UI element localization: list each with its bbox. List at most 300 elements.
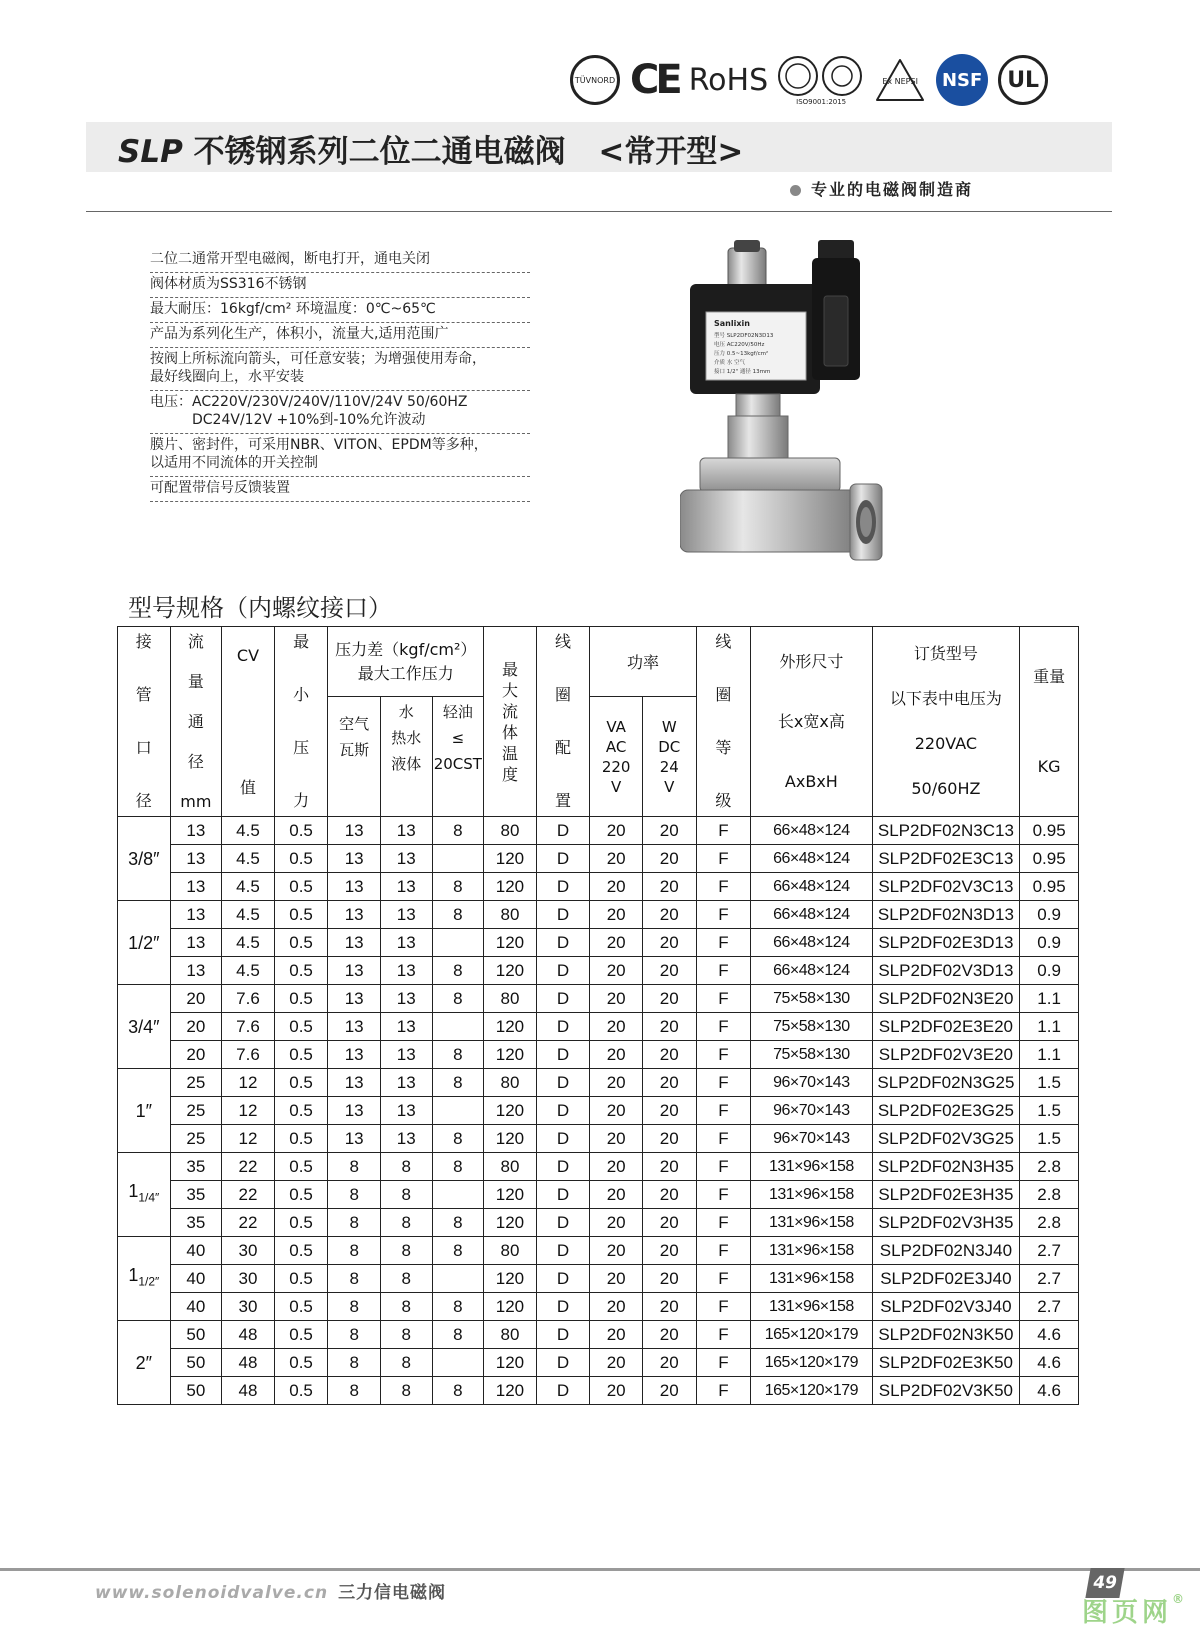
svg-text:Sanlixin: Sanlixin: [714, 319, 750, 328]
cell-va: 20: [590, 957, 643, 985]
cell-model: SLP2DF02V3E20: [872, 1041, 1020, 1069]
cell-oil: [432, 929, 484, 957]
cell-minp: 0.5: [274, 985, 328, 1013]
cell-dims: 165×120×179: [751, 1321, 872, 1349]
cell-grade: F: [696, 1349, 751, 1377]
cell-va: 20: [590, 1013, 643, 1041]
cell-oil: 8: [432, 1153, 484, 1181]
header-text: 流: [187, 631, 204, 651]
svg-text:介质 水 空气: 介质 水 空气: [714, 360, 745, 366]
cell-water: 8: [380, 1293, 432, 1321]
cell-minp: 0.5: [274, 845, 328, 873]
header-dimensions: [751, 627, 872, 817]
table-row: [118, 901, 1079, 929]
feature-list: [150, 248, 530, 502]
cell-grade: F: [696, 817, 751, 845]
cell-air: 8: [328, 1293, 381, 1321]
cell-dims: 75×58×130: [751, 985, 872, 1013]
cell-model: SLP2DF02E3J40: [872, 1265, 1020, 1293]
header-text: 水: [398, 703, 414, 721]
cell-oil: 8: [432, 1041, 484, 1069]
header-text: VA: [606, 717, 626, 736]
cell-flow: 40: [170, 1237, 222, 1265]
cell-air: 13: [328, 985, 381, 1013]
header-text: 配: [555, 738, 572, 758]
header-water: [380, 697, 432, 817]
cell-grade: F: [696, 1153, 751, 1181]
cell-air: 13: [328, 817, 381, 845]
cell-water: 13: [380, 845, 432, 873]
cell-oil: 8: [432, 1321, 484, 1349]
cell-model: SLP2DF02V3D13: [872, 957, 1020, 985]
cell-flow: 13: [170, 957, 222, 985]
cell-air: 8: [328, 1181, 381, 1209]
cell-temp: 80: [484, 1237, 537, 1265]
cell-minp: 0.5: [274, 1377, 328, 1405]
cell-minp: 0.5: [274, 1293, 328, 1321]
cell-va: 20: [590, 845, 643, 873]
cell-minp: 0.5: [274, 901, 328, 929]
svg-text:压力 0.5~13kgf/cm²: 压力 0.5~13kgf/cm²: [714, 351, 769, 357]
cell-dims: 165×120×179: [751, 1377, 872, 1405]
table-row: [118, 1041, 1079, 1069]
cell-cv: 48: [222, 1321, 275, 1349]
cell-grade: F: [696, 1237, 751, 1265]
cell-flow: 25: [170, 1125, 222, 1153]
cell-water: 13: [380, 873, 432, 901]
cell-coil: D: [536, 1097, 590, 1125]
spec-table: [117, 626, 1079, 1405]
cell-weight: 1.1: [1020, 1013, 1079, 1041]
bullet-dot-icon: [790, 185, 801, 196]
cell-model: SLP2DF02N3E20: [872, 985, 1020, 1013]
table-row: [118, 1349, 1079, 1377]
feature-item: 最大耐压：16kgf/cm² 环境温度：0℃~65℃: [150, 298, 530, 323]
svg-text:接口 1/2" 通径 13mm: 接口 1/2" 通径 13mm: [714, 369, 771, 375]
cell-model: SLP2DF02V3K50: [872, 1377, 1020, 1405]
cell-water: 8: [380, 1349, 432, 1377]
table-row: [118, 1013, 1079, 1041]
header-text: 最: [293, 631, 310, 651]
header-text: 通: [187, 711, 204, 731]
header-air: [328, 697, 381, 817]
feature-item: 二位二通常开型电磁阀，断电打开，通电关闭: [150, 248, 530, 273]
table-row: [118, 817, 1079, 845]
header-text: V: [664, 777, 675, 796]
header-min-pressure: [274, 627, 328, 817]
cell-w: 20: [642, 845, 696, 873]
cell-dims: 75×58×130: [751, 1041, 872, 1069]
table-row: [118, 985, 1079, 1013]
table-row: [118, 1125, 1079, 1153]
cell-flow: 40: [170, 1293, 222, 1321]
cell-weight: 1.1: [1020, 1041, 1079, 1069]
cell-model: SLP2DF02N3G25: [872, 1069, 1020, 1097]
cell-oil: 8: [432, 1377, 484, 1405]
cell-weight: 2.8: [1020, 1181, 1079, 1209]
ex-nepsi-logo: Ex NEPSI: [874, 57, 926, 103]
cell-weight: 0.95: [1020, 817, 1079, 845]
cell-weight: 0.9: [1020, 957, 1079, 985]
cell-water: 8: [380, 1181, 432, 1209]
header-text: 置: [555, 791, 572, 811]
header-divider: [86, 211, 1112, 212]
cell-coil: D: [536, 873, 590, 901]
certification-logos: [570, 52, 1048, 108]
header-power: 功率: [590, 627, 696, 697]
header-text: 等: [715, 738, 732, 758]
cell-cv: 4.5: [222, 901, 275, 929]
cell-va: 20: [590, 1237, 643, 1265]
header-text: W: [661, 717, 677, 736]
cell-cv: 22: [222, 1181, 275, 1209]
cell-dims: 96×70×143: [751, 1069, 872, 1097]
cell-coil: D: [536, 957, 590, 985]
cell-air: 8: [328, 1349, 381, 1377]
cell-coil: D: [536, 901, 590, 929]
header-text: 以下表中电压为: [889, 689, 1002, 708]
header-coil-config: [536, 627, 590, 817]
cell-dims: 66×48×124: [751, 817, 872, 845]
cell-temp: 120: [484, 1013, 537, 1041]
table-row: [118, 929, 1079, 957]
cell-coil: D: [536, 1293, 590, 1321]
cell-minp: 0.5: [274, 1041, 328, 1069]
cell-water: 8: [380, 1265, 432, 1293]
header-text: 级: [715, 791, 732, 811]
cell-model: SLP2DF02N3K50: [872, 1321, 1020, 1349]
cell-water: 8: [380, 1321, 432, 1349]
cell-oil: 8: [432, 1237, 484, 1265]
watermark: 图页网®: [1082, 1592, 1185, 1628]
cell-dims: 66×48×124: [751, 845, 872, 873]
table-row: [118, 1209, 1079, 1237]
cell-flow: 50: [170, 1377, 222, 1405]
feature-item: 阀体材质为SS316不锈钢: [150, 273, 530, 298]
cell-va: 20: [590, 1349, 643, 1377]
header-pressure-diff: 压力差（kgf/cm²） 最大工作压力: [328, 627, 484, 697]
cell-oil: [432, 1265, 484, 1293]
cell-flow: 13: [170, 873, 222, 901]
cell-grade: F: [696, 985, 751, 1013]
cell-dims: 131×96×158: [751, 1265, 872, 1293]
table-row: [118, 845, 1079, 873]
header-text: 长x宽x高: [777, 711, 845, 731]
cell-oil: 8: [432, 873, 484, 901]
cell-cv: 30: [222, 1237, 275, 1265]
cell-coil: D: [536, 1265, 590, 1293]
header-text: 压: [293, 738, 310, 758]
cell-weight: 2.8: [1020, 1209, 1079, 1237]
cell-minp: 0.5: [274, 929, 328, 957]
cell-dims: 165×120×179: [751, 1349, 872, 1377]
cell-w: 20: [642, 817, 696, 845]
cell-cv: 12: [222, 1125, 275, 1153]
cell-dims: 66×48×124: [751, 957, 872, 985]
cell-grade: F: [696, 1097, 751, 1125]
cell-temp: 120: [484, 1181, 537, 1209]
cell-dims: 131×96×158: [751, 1237, 872, 1265]
cell-temp: 80: [484, 817, 537, 845]
cell-weight: 4.6: [1020, 1349, 1079, 1377]
cell-air: 8: [328, 1153, 381, 1181]
header-text: mm: [180, 791, 212, 811]
cell-w: 20: [642, 1125, 696, 1153]
cell-w: 20: [642, 957, 696, 985]
cell-flow: 20: [170, 1013, 222, 1041]
cell-flow: 13: [170, 845, 222, 873]
iso-logo: ISO9001:2015: [778, 54, 864, 106]
cell-coil: D: [536, 1041, 590, 1069]
cell-oil: 8: [432, 1293, 484, 1321]
header-text: 径: [135, 791, 152, 811]
header-text: DC: [658, 737, 681, 756]
feature-item: 可配置带信号反馈装置: [150, 477, 530, 502]
cell-weight: 2.7: [1020, 1265, 1079, 1293]
cell-coil: D: [536, 1013, 590, 1041]
cell-dims: 96×70×143: [751, 1097, 872, 1125]
header-w: [642, 697, 696, 817]
header-text: CV: [236, 645, 260, 665]
table-row: [118, 1237, 1079, 1265]
cell-w: 20: [642, 985, 696, 1013]
footer-divider: [0, 1568, 1200, 1571]
cell-air: 13: [328, 957, 381, 985]
header-text: 量: [187, 671, 204, 691]
header-text: 订货型号: [913, 644, 978, 663]
table-row: [118, 1377, 1079, 1405]
cell-model: SLP2DF02V3J40: [872, 1293, 1020, 1321]
cell-flow: 50: [170, 1349, 222, 1377]
cell-w: 20: [642, 1041, 696, 1069]
cell-weight: 0.9: [1020, 901, 1079, 929]
cell-air: 13: [328, 901, 381, 929]
cell-minp: 0.5: [274, 1069, 328, 1097]
cell-grade: F: [696, 845, 751, 873]
feature-item: 按阀上所标流向箭头，可任意安装；为增强使用寿命， 最好线圈向上，水平安装: [150, 348, 530, 391]
product-image: [680, 240, 940, 585]
feature-item: 膜片、密封件，可采用NBR、VITON、EPDM等多种， 以适用不同流体的开关控制: [150, 434, 530, 477]
cell-water: 13: [380, 901, 432, 929]
cell-air: 13: [328, 1125, 381, 1153]
cell-model: SLP2DF02N3D13: [872, 901, 1020, 929]
cell-oil: 8: [432, 957, 484, 985]
cell-water: 13: [380, 1013, 432, 1041]
cell-air: 8: [328, 1209, 381, 1237]
cell-dims: 131×96×158: [751, 1293, 872, 1321]
cell-oil: 8: [432, 1209, 484, 1237]
cell-w: 20: [642, 1377, 696, 1405]
cell-weight: 0.95: [1020, 845, 1079, 873]
cell-water: 13: [380, 817, 432, 845]
cell-oil: [432, 1181, 484, 1209]
cell-weight: 1.5: [1020, 1125, 1079, 1153]
cell-flow: 35: [170, 1209, 222, 1237]
header-text: 管: [135, 684, 152, 704]
cell-cv: 4.5: [222, 845, 275, 873]
cell-cv: 30: [222, 1293, 275, 1321]
cell-w: 20: [642, 1181, 696, 1209]
header-text: V: [611, 777, 622, 796]
ce-logo: CE: [630, 57, 679, 103]
cell-water: 13: [380, 985, 432, 1013]
cell-temp: 120: [484, 873, 537, 901]
pipe-size-cell: 2″: [118, 1321, 171, 1405]
cell-dims: 96×70×143: [751, 1125, 872, 1153]
cell-va: 20: [590, 1181, 643, 1209]
cell-va: 20: [590, 1209, 643, 1237]
cell-air: 13: [328, 1097, 381, 1125]
solenoid-valve-icon: [680, 240, 940, 585]
table-row: [118, 1153, 1079, 1181]
table-row: [118, 957, 1079, 985]
cell-temp: 120: [484, 1125, 537, 1153]
cell-minp: 0.5: [274, 817, 328, 845]
cell-weight: 1.5: [1020, 1069, 1079, 1097]
pipe-size-cell: $1_{1/4''}$: [118, 1153, 171, 1237]
cell-coil: D: [536, 985, 590, 1013]
cell-model: SLP2DF02N3C13: [872, 817, 1020, 845]
cell-water: 8: [380, 1237, 432, 1265]
cell-dims: 75×58×130: [751, 1013, 872, 1041]
cell-va: 20: [590, 1265, 643, 1293]
cell-grade: F: [696, 1265, 751, 1293]
cell-w: 20: [642, 1265, 696, 1293]
cell-minp: 0.5: [274, 1209, 328, 1237]
cell-model: SLP2DF02E3K50: [872, 1349, 1020, 1377]
cell-water: 13: [380, 1041, 432, 1069]
section-title: 型号规格（内螺纹接口）: [128, 594, 392, 622]
header-text: AC: [605, 737, 627, 756]
cell-flow: 40: [170, 1265, 222, 1293]
cell-weight: 0.9: [1020, 929, 1079, 957]
cell-coil: D: [536, 1349, 590, 1377]
table-row: [118, 1265, 1079, 1293]
table-row: [118, 1321, 1079, 1349]
cell-grade: F: [696, 1181, 751, 1209]
pipe-size-cell: 1/2″: [118, 901, 171, 985]
header-text: 线: [555, 631, 572, 651]
cell-va: 20: [590, 1321, 643, 1349]
cell-minp: 0.5: [274, 957, 328, 985]
cell-water: 13: [380, 1097, 432, 1125]
cell-grade: F: [696, 1069, 751, 1097]
pipe-size-cell: 3/8″: [118, 817, 171, 901]
cell-weight: 0.95: [1020, 873, 1079, 901]
cell-flow: 13: [170, 901, 222, 929]
cell-cv: 7.6: [222, 1041, 275, 1069]
cell-grade: F: [696, 873, 751, 901]
cell-temp: 120: [484, 1097, 537, 1125]
cell-cv: 22: [222, 1153, 275, 1181]
cell-weight: 4.6: [1020, 1321, 1079, 1349]
ul-logo: UL: [998, 55, 1048, 105]
footer-url: www.solenoidvalve.cn 三力信电磁阀: [95, 1583, 447, 1603]
cell-dims: 66×48×124: [751, 929, 872, 957]
cell-w: 20: [642, 1237, 696, 1265]
header-text: 值: [239, 777, 256, 797]
cell-minp: 0.5: [274, 873, 328, 901]
cell-oil: [432, 1013, 484, 1041]
header-text: 大: [501, 680, 518, 700]
cell-minp: 0.5: [274, 1181, 328, 1209]
cell-w: 20: [642, 929, 696, 957]
cell-coil: D: [536, 1237, 590, 1265]
cell-oil: [432, 845, 484, 873]
cell-coil: D: [536, 1153, 590, 1181]
header-weight: [1020, 627, 1079, 817]
cell-flow: 25: [170, 1069, 222, 1097]
cell-grade: F: [696, 1321, 751, 1349]
cell-grade: F: [696, 1041, 751, 1069]
header-pipe: [118, 627, 171, 817]
header-text: 20CST: [433, 755, 482, 773]
cell-w: 20: [642, 1013, 696, 1041]
cell-cv: 7.6: [222, 985, 275, 1013]
header-text: 体: [501, 722, 518, 742]
cell-cv: 12: [222, 1069, 275, 1097]
cell-w: 20: [642, 873, 696, 901]
cell-air: 13: [328, 873, 381, 901]
cell-coil: D: [536, 1181, 590, 1209]
cell-model: SLP2DF02V3C13: [872, 873, 1020, 901]
cell-grade: F: [696, 929, 751, 957]
cell-minp: 0.5: [274, 1321, 328, 1349]
cell-oil: 8: [432, 901, 484, 929]
cell-cv: 30: [222, 1265, 275, 1293]
cell-dims: 131×96×158: [751, 1209, 872, 1237]
cell-cv: 4.5: [222, 873, 275, 901]
header-order-model: [872, 627, 1020, 817]
cell-oil: 8: [432, 985, 484, 1013]
header-text: KG: [1037, 756, 1061, 776]
cell-flow: 25: [170, 1097, 222, 1125]
cell-model: SLP2DF02E3G25: [872, 1097, 1020, 1125]
cell-va: 20: [590, 1125, 643, 1153]
cell-weight: 2.7: [1020, 1237, 1079, 1265]
cell-cv: 4.5: [222, 957, 275, 985]
table-row: [118, 1097, 1079, 1125]
page-title: SLP 不锈钢系列二位二通电磁阀 <常开型>: [118, 134, 744, 170]
cell-grade: F: [696, 1209, 751, 1237]
cell-minp: 0.5: [274, 1153, 328, 1181]
cell-flow: 50: [170, 1321, 222, 1349]
cell-grade: F: [696, 1013, 751, 1041]
cell-model: SLP2DF02N3J40: [872, 1237, 1020, 1265]
cell-coil: D: [536, 1069, 590, 1097]
cell-air: 13: [328, 1069, 381, 1097]
cell-weight: 4.6: [1020, 1377, 1079, 1405]
cell-weight: 1.5: [1020, 1097, 1079, 1125]
cell-grade: F: [696, 1125, 751, 1153]
pipe-size-cell: 3/4″: [118, 985, 171, 1069]
cell-va: 20: [590, 873, 643, 901]
cell-temp: 80: [484, 1069, 537, 1097]
subtitle: 专业的电磁阀制造商: [790, 177, 973, 200]
svg-text:型号 SLP2DF02N3D13: 型号 SLP2DF02N3D13: [714, 333, 774, 339]
cell-w: 20: [642, 1321, 696, 1349]
header-text: AxBxH: [784, 771, 838, 791]
header-text: 220: [601, 757, 631, 776]
cell-w: 20: [642, 1349, 696, 1377]
cell-w: 20: [642, 1209, 696, 1237]
table-row: [118, 1181, 1079, 1209]
cell-temp: 120: [484, 929, 537, 957]
feature-item: 电压：AC220V/230V/240V/110V/24V 50/60HZ DC24V/12V +10%到-10%允许波动: [150, 391, 530, 434]
cell-va: 20: [590, 1153, 643, 1181]
cell-w: 20: [642, 1153, 696, 1181]
table-row: [118, 873, 1079, 901]
